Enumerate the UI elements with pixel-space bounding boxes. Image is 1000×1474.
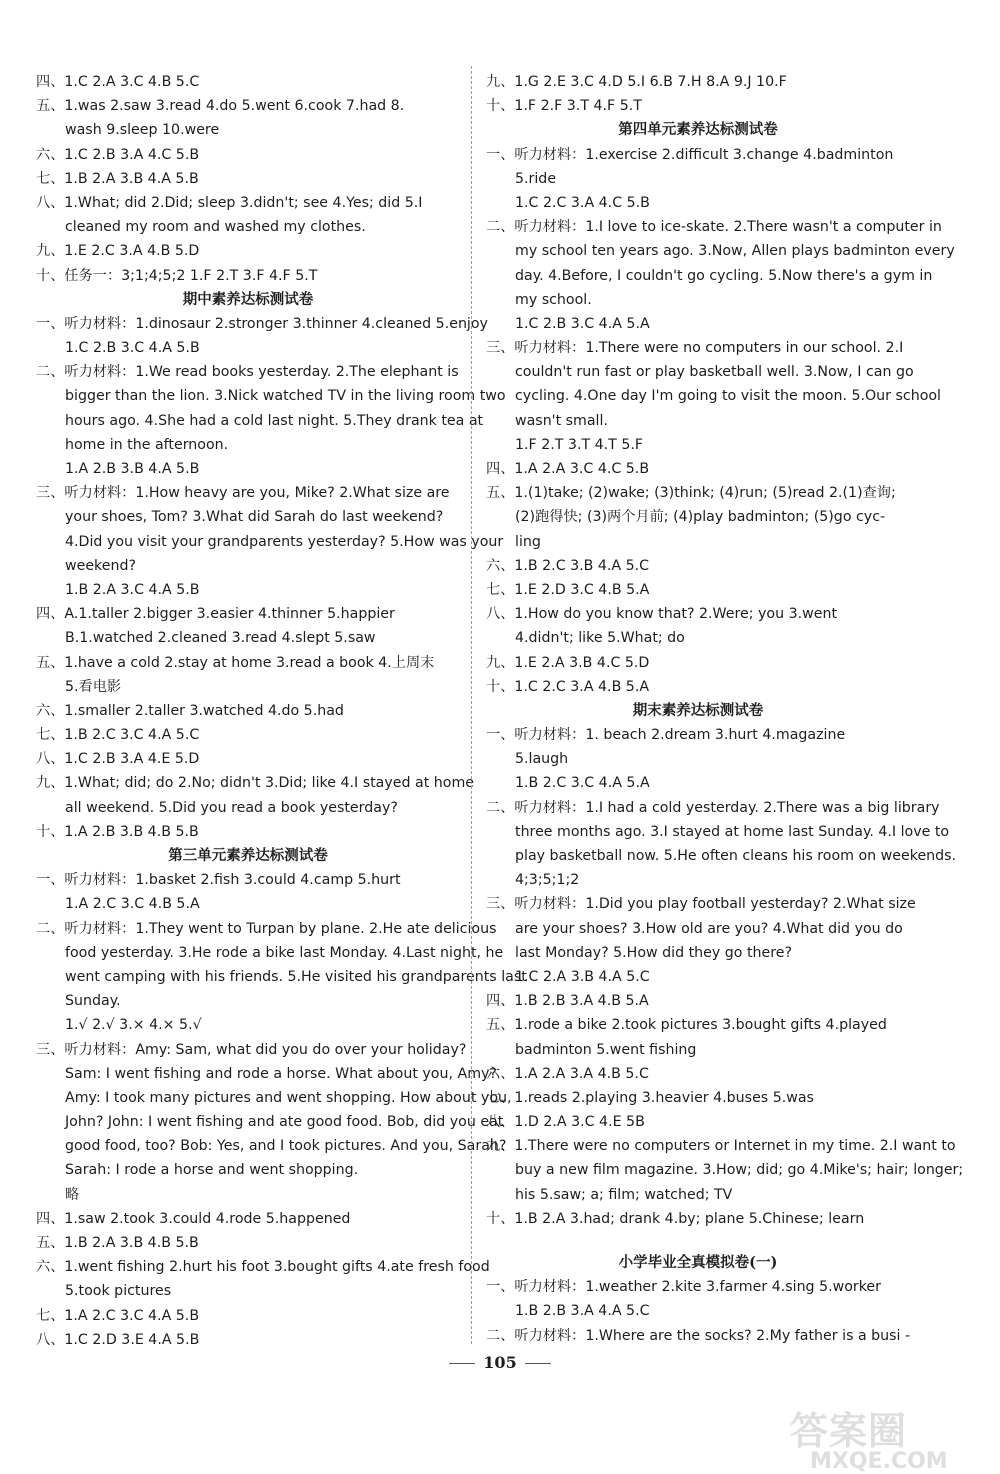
answer-line: 四、1.C 2.A 3.C 4.B 5.C bbox=[36, 74, 200, 90]
answer-line: 八、1.How do you know that? 2.Were; you 3.went bbox=[486, 606, 838, 623]
answer-line: 四、A.1.taller 2.bigger 3.easier 4.thinner 5.happier bbox=[36, 606, 395, 623]
answer-line: 1.A 2.C 3.C 4.B 5.A bbox=[65, 896, 200, 913]
answer-line: 八、1.C 2.D 3.E 4.A 5.B bbox=[36, 1331, 200, 1348]
answer-line: 四、1.A 2.A 3.C 4.C 5.B bbox=[486, 461, 650, 477]
answer-line: 九、1.E 2.A 3.B 4.C 5.D bbox=[486, 654, 650, 671]
answer-line: B.1.watched 2.cleaned 3.read 4.slept 5.saw bbox=[65, 630, 376, 647]
answer-line: 五、1.rode a bike 2.took pictures 3.bought gifts 4.played bbox=[486, 1017, 887, 1034]
answer-line: 五、1.B 2.A 3.B 4.B 5.B bbox=[36, 1235, 199, 1251]
answer-line: 4;3;5;1;2 bbox=[515, 872, 580, 889]
answer-line: 六、1.C 2.B 3.A 4.C 5.B bbox=[36, 146, 200, 163]
answer-line: 1.B 2.A 3.C 4.A 5.B bbox=[65, 581, 200, 598]
answer-line: 五、1.was 2.saw 3.read 4.do 5.went 6.cook 7.had 8. bbox=[36, 98, 405, 115]
answer-line: Sunday. bbox=[65, 993, 121, 1010]
answer-line: 1.C 2.C 3.A 4.C 5.B bbox=[515, 194, 650, 211]
answer-line: 六、1.smaller 2.taller 3.watched 4.do 5.had bbox=[36, 702, 344, 719]
answer-line: 四、1.B 2.B 3.A 4.B 5.A bbox=[486, 993, 649, 1010]
answer-line: 一、听力材料：1. beach 2.dream 3.hurt 4.magazine bbox=[486, 727, 846, 744]
answer-line: 二、听力材料：1.They went to Turpan by plane. 2.He ate delicious bbox=[36, 920, 497, 937]
answer-line: 十、1.A 2.B 3.B 4.B 5.B bbox=[36, 823, 199, 840]
answer-line: 六、1.B 2.C 3.B 4.A 5.C bbox=[486, 557, 650, 574]
answer-line: 九、1.E 2.C 3.A 4.B 5.D bbox=[36, 243, 200, 260]
page-number-dash-right bbox=[525, 1363, 551, 1364]
page-number-text: 105 bbox=[483, 1353, 517, 1372]
answer-column-right bbox=[486, 70, 964, 1348]
answer-line: three months ago. 3.I stayed at home last Sunday. 4.I love to bbox=[515, 823, 950, 840]
answer-line: 1.C 2.A 3.B 4.A 5.C bbox=[515, 968, 650, 985]
answer-line: 1.√ 2.√ 3.× 4.× 5.√ bbox=[65, 1017, 202, 1034]
answer-line: 一、听力材料：1.dinosaur 2.stronger 3.thinner 4.cleaned 5.enjoy bbox=[36, 315, 488, 332]
answer-line: 九、1.G 2.E 3.C 4.D 5.I 6.B 7.H 8.A 9.J 10.F bbox=[486, 74, 787, 90]
answer-column-left bbox=[36, 70, 527, 1352]
answer-line: 七、1.B 2.A 3.B 4.A 5.B bbox=[36, 170, 199, 187]
page-number bbox=[0, 1353, 1000, 1372]
answer-line: bigger than the lion. 3.Nick watched TV in the living room two bbox=[65, 388, 506, 405]
answer-line: buy a new film magazine. 3.How; did; go 4.Mike's; hair; longer; bbox=[515, 1162, 964, 1179]
answer-line: 六、1.A 2.A 3.A 4.B 5.C bbox=[486, 1065, 649, 1082]
answer-line: cycling. 4.One day I'm going to visit the moon. 5.Our school bbox=[515, 388, 941, 405]
answer-line: all weekend. 5.Did you read a book yesterday? bbox=[65, 799, 398, 816]
answer-line: 4.Did you visit your grandparents yesterday? 5.How was your bbox=[65, 533, 504, 550]
answer-line: play basketball now. 5.He often cleans his room on weekends. bbox=[515, 848, 957, 864]
answer-line: 五、1.have a cold 2.stay at home 3.read a book 4.上周末 bbox=[36, 654, 435, 671]
answer-line: 十、1.C 2.C 3.A 4.B 5.A bbox=[486, 678, 650, 695]
answer-line: 1.A 2.B 3.B 4.A 5.B bbox=[65, 461, 200, 477]
answer-line: 一、听力材料：1.exercise 2.difficult 3.change 4.badminton bbox=[486, 146, 894, 163]
answer-line: 九、1.What; did; do 2.No; didn't 3.Did; like 4.I stayed at home bbox=[36, 775, 474, 792]
answer-line: wash 9.sleep 10.were bbox=[65, 122, 220, 139]
answer-line: food yesterday. 3.He rode a bike last Monday. 4.Last night, he bbox=[65, 944, 504, 961]
section-heading: 期末素养达标测试卷 bbox=[632, 701, 764, 719]
answer-line: 十、1.F 2.F 3.T 4.F 5.T bbox=[486, 98, 642, 115]
answer-line: 七、1.E 2.D 3.C 4.B 5.A bbox=[486, 581, 650, 598]
answer-line: 三、听力材料：1.Did you play football yesterday? 2.What size bbox=[486, 896, 916, 913]
answer-line: hours ago. 4.She had a cold last night. 5.They drank tea at bbox=[65, 412, 484, 429]
watermark-url: MXQE.COM bbox=[810, 1449, 948, 1474]
answer-line: day. 4.Before, I couldn't go cycling. 5.Now there's a gym in bbox=[515, 267, 933, 284]
answer-line: last Monday? 5.How did they go there? bbox=[515, 944, 793, 961]
answer-line: 1.C 2.B 3.C 4.A 5.B bbox=[65, 340, 200, 357]
answer-line: 二、听力材料：1.Where are the socks? 2.My father is a busi - bbox=[486, 1327, 911, 1344]
section-heading: 小学毕业全真模拟卷(一) bbox=[618, 1254, 778, 1271]
answer-line: 二、听力材料：1.I love to ice-skate. 2.There wasn't a computer in bbox=[486, 219, 942, 236]
answer-line: 1.C 2.B 3.C 4.A 5.A bbox=[515, 315, 650, 332]
answer-line: your shoes, Tom? 3.What did Sarah do last weekend? bbox=[65, 509, 444, 526]
answer-line: wasn't small. bbox=[515, 412, 608, 429]
answer-line: ling bbox=[515, 533, 541, 550]
answer-line: 十、1.B 2.A 3.had; drank 4.by; plane 5.Chinese; learn bbox=[486, 1210, 865, 1227]
answer-line: 三、听力材料：Amy: Sam, what did you do over your holiday? bbox=[36, 1041, 467, 1058]
answer-line: my school. bbox=[515, 291, 592, 308]
answer-line: weekend? bbox=[65, 557, 137, 574]
answer-line: 5.ride bbox=[515, 170, 557, 187]
answer-line: 一、听力材料：1.basket 2.fish 3.could 4.camp 5.hurt bbox=[36, 872, 401, 889]
answer-line: 八、1.D 2.A 3.C 4.E 5B bbox=[486, 1114, 645, 1131]
section-heading: 第三单元素养达标测试卷 bbox=[168, 847, 328, 864]
answer-line: his 5.saw; a; film; watched; TV bbox=[515, 1186, 733, 1203]
answer-line: are your shoes? 3.How old are you? 4.What did you do bbox=[515, 920, 903, 937]
answer-line: home in the afternoon. bbox=[65, 436, 229, 453]
section-heading: 第四单元素养达标测试卷 bbox=[618, 121, 778, 139]
answer-line: Sam: I went fishing and rode a horse. What about you, Amy? bbox=[65, 1065, 497, 1082]
answer-line: 七、1.A 2.C 3.C 4.A 5.B bbox=[36, 1307, 200, 1324]
answer-line: 1.F 2.T 3.T 4.T 5.F bbox=[515, 436, 644, 453]
answer-line: John? John: I went fishing and ate good food. Bob, did you eat bbox=[65, 1114, 504, 1131]
answer-line: 四、1.saw 2.took 3.could 4.rode 5.happened bbox=[36, 1210, 351, 1227]
answer-line: 1.B 2.C 3.C 4.A 5.A bbox=[515, 775, 650, 792]
page-number-dash-left bbox=[449, 1363, 475, 1364]
answer-line: (2)跑得快; (3)两个月前; (4)play badminton; (5)go cyc- bbox=[515, 509, 886, 526]
answer-line: 5.看电影 bbox=[65, 678, 122, 695]
answer-line: 二、听力材料：1.We read books yesterday. 2.The elephant is bbox=[36, 364, 459, 381]
answer-line: 九、1.There were no computers or Internet in my time. 2.I want to bbox=[486, 1138, 956, 1155]
answer-line: my school ten years ago. 3.Now, Allen plays badminton every bbox=[515, 243, 955, 260]
answer-line: couldn't run fast or play basketball well. 3.Now, I can go bbox=[515, 364, 914, 381]
watermark-logo: 答案圈 bbox=[790, 1409, 908, 1453]
spacer bbox=[486, 1231, 910, 1251]
answer-line: 二、听力材料：1.I had a cold yesterday. 2.There was a big library bbox=[486, 799, 940, 816]
answer-line: 八、1.What; did 2.Did; sleep 3.didn't; see 4.Yes; did 5.I bbox=[36, 194, 423, 211]
answer-line: 八、1.C 2.B 3.A 4.E 5.D bbox=[36, 751, 200, 768]
answer-line: 三、听力材料：1.There were no computers in our school. 2.I bbox=[486, 340, 904, 357]
column-divider bbox=[471, 66, 472, 1344]
answer-line: Amy: I took many pictures and went shopping. How about you, bbox=[65, 1089, 512, 1106]
answer-line: 4.didn't; like 5.What; do bbox=[515, 630, 685, 647]
answer-line: 5.took pictures bbox=[65, 1283, 172, 1300]
answer-line: badminton 5.went fishing bbox=[515, 1041, 697, 1058]
answer-line: went camping with his friends. 5.He visited his grandparents last bbox=[65, 968, 527, 985]
answer-line: 五、1.(1)take; (2)wake; (3)think; (4)run; (5)read 2.(1)查询; bbox=[486, 485, 896, 502]
answer-line: 六、1.went fishing 2.hurt his foot 3.bought gifts 4.ate fresh food bbox=[36, 1259, 490, 1276]
answer-line: 三、听力材料：1.How heavy are you, Mike? 2.What size are bbox=[36, 485, 450, 502]
answer-line: 略 bbox=[65, 1186, 80, 1203]
answer-line: good food, too? Bob: Yes, and I took pictures. And you, Sarah? bbox=[65, 1138, 507, 1155]
watermark bbox=[790, 1400, 990, 1474]
answer-line: 1.B 2.B 3.A 4.A 5.C bbox=[515, 1303, 650, 1320]
answer-line: 七、1.B 2.C 3.C 4.A 5.C bbox=[36, 727, 200, 744]
section-heading: 期中素养达标测试卷 bbox=[182, 290, 314, 308]
answer-line: cleaned my room and washed my clothes. bbox=[65, 219, 366, 236]
answer-line: 一、听力材料：1.weather 2.kite 3.farmer 4.sing 5.worker bbox=[486, 1279, 881, 1296]
answer-line: 5.laugh bbox=[515, 751, 569, 768]
answer-line: Sarah: I rode a horse and went shopping. bbox=[65, 1162, 359, 1179]
answer-line: 七、1.reads 2.playing 3.heavier 4.buses 5.was bbox=[486, 1089, 814, 1106]
answer-line: 十、任务一：3;1;4;5;2 1.F 2.T 3.F 4.F 5.T bbox=[36, 267, 318, 284]
